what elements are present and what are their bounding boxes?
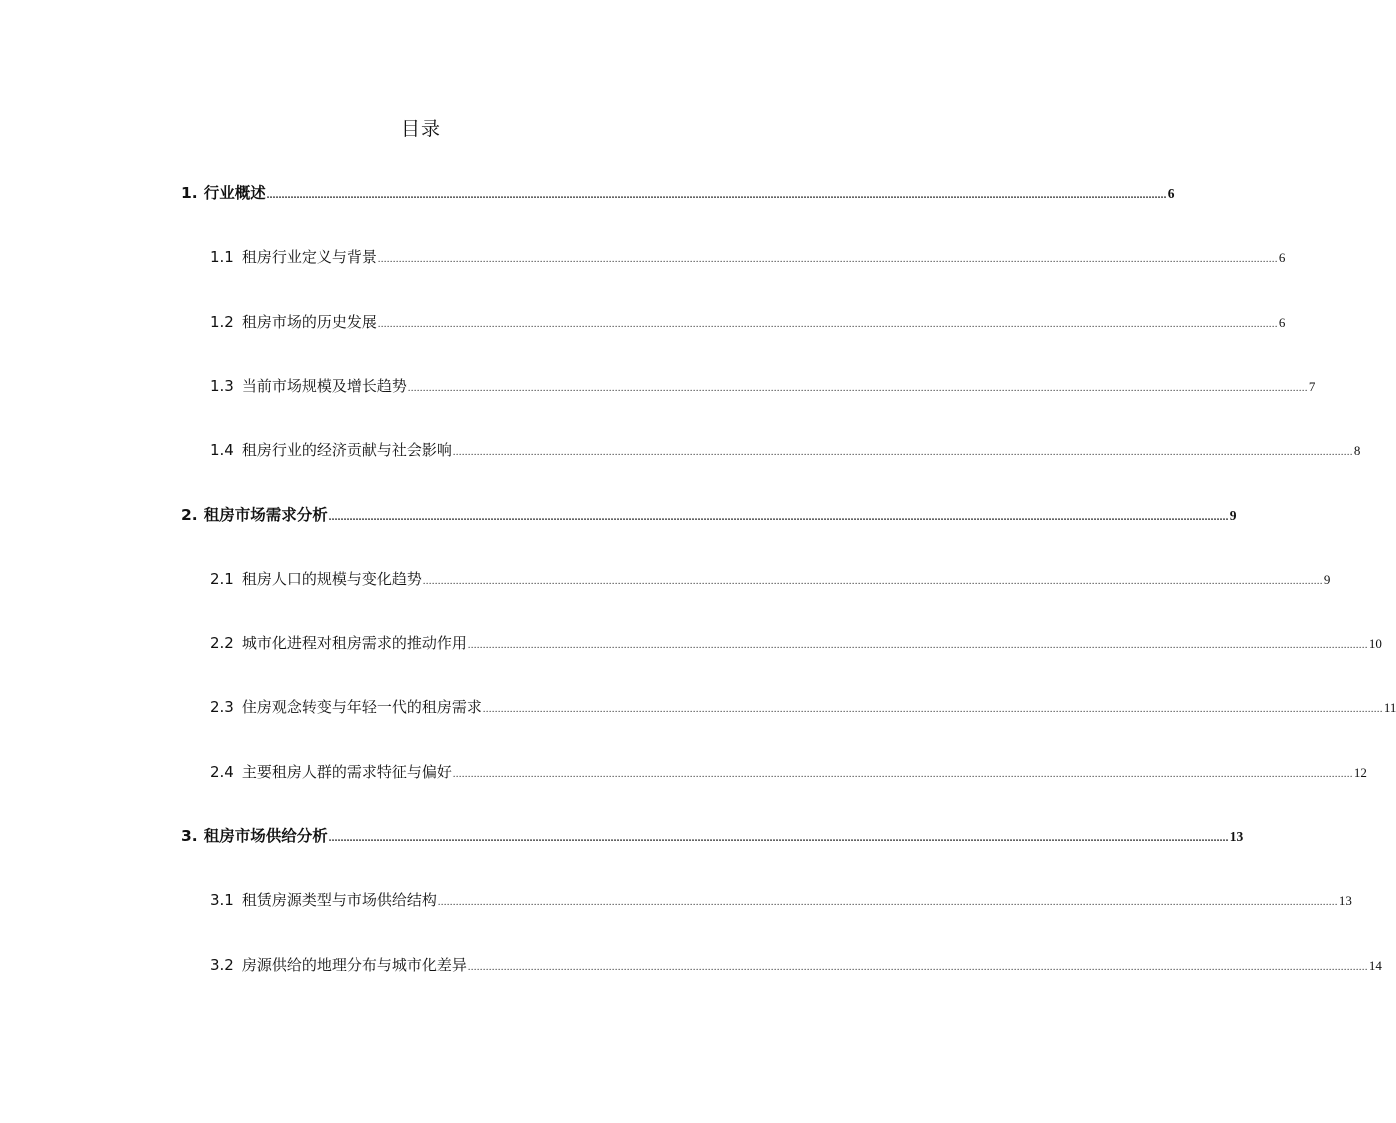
toc-dot-leader: ............................................................................................................................................................................................................................................................................................................ xyxy=(328,511,1229,523)
toc-entry-text: 租房市场需求分析 xyxy=(203,505,328,524)
toc-section-entry[interactable] xyxy=(210,310,1286,334)
toc-entry-number: 3.2 xyxy=(210,955,234,974)
toc-page-number: 8 xyxy=(1353,443,1361,459)
toc-entry-text: 租房市场的历史发展 xyxy=(241,312,377,331)
toc-entry-number: 2.3 xyxy=(210,698,234,717)
toc-section-entry[interactable] xyxy=(210,888,1352,912)
toc-section-entry[interactable] xyxy=(210,760,1367,784)
toc-section-entry[interactable] xyxy=(210,245,1286,269)
toc-section-entry[interactable] xyxy=(210,567,1331,591)
toc-entry-number: 1.3 xyxy=(210,376,234,395)
toc-page-number: 14 xyxy=(1368,957,1382,973)
toc-dot-leader: ............................................................................................................................................................................................................................................................................................................ xyxy=(467,640,1368,652)
toc-entry-number: 1.2 xyxy=(210,312,234,331)
toc-page-number: 13 xyxy=(1338,893,1352,909)
toc-chapter-entry[interactable] xyxy=(181,503,1237,527)
toc-section-entry[interactable] xyxy=(210,631,1382,655)
toc-chapter-entry[interactable] xyxy=(181,181,1175,205)
toc-section-entry[interactable] xyxy=(210,374,1316,398)
toc-entry-number: 1.4 xyxy=(210,441,234,460)
toc-page-number: 11 xyxy=(1383,700,1396,716)
toc-entry-text: 住房观念转变与年轻一代的租房需求 xyxy=(241,698,482,717)
toc-dot-leader: ............................................................................................................................................................................................................................................................................................................ xyxy=(452,447,1353,459)
toc-entry-number: 3.1 xyxy=(210,891,234,910)
toc-page-number: 13 xyxy=(1229,829,1244,844)
toc-section-entry[interactable] xyxy=(210,695,1396,719)
toc-dot-leader: ............................................................................................................................................................................................................................................................................................................ xyxy=(452,768,1353,780)
toc-page-number: 6 xyxy=(1278,250,1286,266)
toc-page-number: 9 xyxy=(1323,571,1331,587)
toc-page-number: 10 xyxy=(1368,636,1382,652)
toc-title: 目录 xyxy=(400,118,441,140)
toc-dot-leader: ............................................................................................................................................................................................................................................................................................................ xyxy=(377,254,1278,266)
toc-dot-leader: ............................................................................................................................................................................................................................................................................................................ xyxy=(266,190,1167,201)
toc-dot-leader: ............................................................................................................................................................................................................................................................................................................ xyxy=(437,897,1338,909)
toc-entry-number: 2.1 xyxy=(210,569,234,588)
toc-dot-leader: ............................................................................................................................................................................................................................................................................................................ xyxy=(422,575,1323,587)
toc-dot-leader: ............................................................................................................................................................................................................................................................................................................ xyxy=(328,833,1229,844)
toc-page-number: 9 xyxy=(1229,507,1237,523)
toc-entry-number: 2.4 xyxy=(210,762,234,781)
toc-entry-text: 租房行业的经济贡献与社会影响 xyxy=(241,441,452,460)
toc-entry-number: 2.2 xyxy=(210,634,234,653)
toc-dot-leader: ............................................................................................................................................................................................................................................................................................................ xyxy=(482,704,1383,716)
toc-entry-number: 2. xyxy=(181,505,198,524)
toc-page-number: 7 xyxy=(1308,378,1316,394)
toc-dot-leader: ............................................................................................................................................................................................................................................................................................................ xyxy=(377,318,1278,330)
toc-page-number: 6 xyxy=(1167,186,1175,201)
toc-entry-text: 当前市场规模及增长趋势 xyxy=(241,376,407,395)
toc-entry-number: 1.1 xyxy=(210,248,234,267)
toc-entry-text: 租房行业定义与背景 xyxy=(241,248,377,267)
toc-chapter-entry[interactable] xyxy=(181,824,1244,848)
toc-page-number: 12 xyxy=(1353,764,1367,780)
toc-entry-text: 租房人口的规模与变化趋势 xyxy=(241,569,422,588)
toc-page-number: 6 xyxy=(1278,314,1286,330)
toc-entry-text: 房源供给的地理分布与城市化差异 xyxy=(241,955,467,974)
toc-entry-text: 城市化进程对租房需求的推动作用 xyxy=(241,634,467,653)
toc-entry-number: 3. xyxy=(181,827,198,845)
toc-entry-text: 主要租房人群的需求特征与偏好 xyxy=(241,762,452,781)
toc-section-entry[interactable] xyxy=(210,953,1382,977)
toc-section-entry[interactable] xyxy=(210,438,1361,462)
toc-dot-leader: ............................................................................................................................................................................................................................................................................................................ xyxy=(407,382,1308,394)
toc-entry-text: 租房市场供给分析 xyxy=(203,827,328,845)
toc-entry-text: 租赁房源类型与市场供给结构 xyxy=(241,891,437,910)
toc-dot-leader: ............................................................................................................................................................................................................................................................................................................ xyxy=(467,961,1368,973)
toc-entry-number: 1. xyxy=(181,184,198,202)
toc-entry-text: 行业概述 xyxy=(203,184,266,202)
